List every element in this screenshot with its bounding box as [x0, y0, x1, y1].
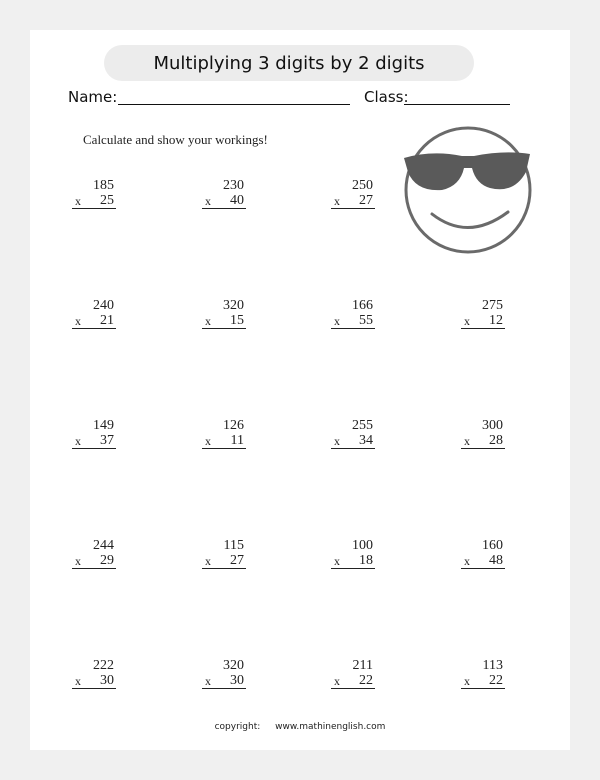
problem-multiplicand: 300 [482, 418, 503, 433]
multiply-operator: x [334, 314, 340, 328]
problem-multiplicand: 240 [93, 298, 114, 313]
problem-multiplier: 27 [359, 193, 373, 208]
multiply-operator: x [75, 194, 81, 208]
problem-multiplicand: 115 [223, 538, 244, 553]
multiply-operator: x [75, 314, 81, 328]
problem-multiplicand: 160 [482, 538, 503, 553]
worksheet-page [30, 30, 570, 750]
problem-multiplicand: 320 [223, 298, 244, 313]
problem-multiplicand: 320 [223, 658, 244, 673]
problem-multiplicand: 126 [223, 418, 244, 433]
problem-multiplier: 27 [230, 553, 244, 568]
problem-multiplicand: 250 [352, 178, 373, 193]
multiply-operator: x [75, 434, 81, 448]
multiply-operator: x [205, 314, 211, 328]
problem-multiplier: 22 [489, 673, 503, 688]
problem-multiplier: 15 [230, 313, 244, 328]
problem-multiplier: 55 [359, 313, 373, 328]
problem-multiplicand: 211 [352, 658, 373, 673]
problem-multiplier-row [72, 433, 116, 449]
problem-multiplier-row [461, 433, 505, 449]
problem-multiplier-row [72, 193, 116, 209]
problem-multiplier-row [202, 433, 246, 449]
multiply-operator: x [205, 194, 211, 208]
problem-multiplier-row [461, 673, 505, 689]
problem-multiplicand: 244 [93, 538, 114, 553]
class-label: Class: [364, 88, 409, 106]
problem-multiplier-row [202, 193, 246, 209]
problem-multiplier: 22 [359, 673, 373, 688]
problem-multiplier-row [72, 313, 116, 329]
class-blank-line[interactable] [404, 104, 510, 105]
problem-12 [72, 538, 116, 569]
copyright-label: copyright: [214, 722, 261, 732]
problem-10 [331, 418, 375, 449]
problem-multiplier: 28 [489, 433, 503, 448]
problem-multiplier-row [72, 553, 116, 569]
problem-2 [202, 178, 246, 209]
problem-multiplier: 11 [230, 433, 244, 448]
problem-1 [72, 178, 116, 209]
multiply-operator: x [464, 554, 470, 568]
problem-multiplicand: 255 [352, 418, 373, 433]
worksheet-title-text: Multiplying 3 digits by 2 digits [153, 52, 425, 74]
problem-multiplicand: 230 [223, 178, 244, 193]
multiply-operator: x [334, 434, 340, 448]
problem-multiplier: 18 [359, 553, 373, 568]
footer [30, 722, 570, 732]
problem-multiplicand: 113 [482, 658, 503, 673]
problem-multiplier-row [202, 553, 246, 569]
problem-multiplier-row [331, 553, 375, 569]
problem-16 [72, 658, 116, 689]
problem-3 [331, 178, 375, 209]
class-label-wrap [364, 88, 409, 106]
problem-multiplier: 40 [230, 193, 244, 208]
multiply-operator: x [334, 554, 340, 568]
problem-14 [331, 538, 375, 569]
multiply-operator: x [334, 194, 340, 208]
problem-multiplier-row [461, 553, 505, 569]
problem-17 [202, 658, 246, 689]
problem-7 [461, 298, 505, 329]
problem-multiplier-row [72, 673, 116, 689]
problem-11 [461, 418, 505, 449]
problem-multiplier: 29 [100, 553, 114, 568]
problem-multiplier-row [202, 673, 246, 689]
multiply-operator: x [75, 674, 81, 688]
problem-multiplier-row [331, 313, 375, 329]
problem-9 [202, 418, 246, 449]
problem-multiplier: 30 [230, 673, 244, 688]
problem-multiplier-row [331, 673, 375, 689]
problem-multiplier-row [331, 433, 375, 449]
problem-multiplicand: 149 [93, 418, 114, 433]
multiply-operator: x [464, 314, 470, 328]
website-text: www.mathinenglish.com [275, 722, 386, 732]
problem-multiplier: 37 [100, 433, 114, 448]
problem-multiplicand: 100 [352, 538, 373, 553]
problem-multiplier: 21 [100, 313, 114, 328]
problem-multiplicand: 166 [352, 298, 373, 313]
problem-5 [202, 298, 246, 329]
problem-multiplier: 12 [489, 313, 503, 328]
problem-multiplier: 34 [359, 433, 373, 448]
problem-4 [72, 298, 116, 329]
problem-15 [461, 538, 505, 569]
problem-multiplicand: 275 [482, 298, 503, 313]
problem-multiplier: 25 [100, 193, 114, 208]
smiley-sunglasses-icon [402, 124, 534, 256]
problem-multiplicand: 222 [93, 658, 114, 673]
worksheet-title [104, 45, 474, 81]
problem-multiplier-row [202, 313, 246, 329]
problem-13 [202, 538, 246, 569]
multiply-operator: x [464, 434, 470, 448]
problem-multiplier-row [461, 313, 505, 329]
problem-6 [331, 298, 375, 329]
name-class-row [68, 88, 117, 106]
multiply-operator: x [334, 674, 340, 688]
problem-multiplier: 30 [100, 673, 114, 688]
problem-18 [331, 658, 375, 689]
problem-multiplicand: 185 [93, 178, 114, 193]
problem-multiplier-row [331, 193, 375, 209]
multiply-operator: x [75, 554, 81, 568]
problem-8 [72, 418, 116, 449]
multiply-operator: x [205, 674, 211, 688]
problem-19 [461, 658, 505, 689]
multiply-operator: x [464, 674, 470, 688]
multiply-operator: x [205, 554, 211, 568]
instruction-text: Calculate and show your workings! [83, 132, 268, 147]
multiply-operator: x [205, 434, 211, 448]
problem-multiplier: 48 [489, 553, 503, 568]
name-label: Name: [68, 88, 118, 106]
name-blank-line[interactable] [118, 104, 350, 105]
